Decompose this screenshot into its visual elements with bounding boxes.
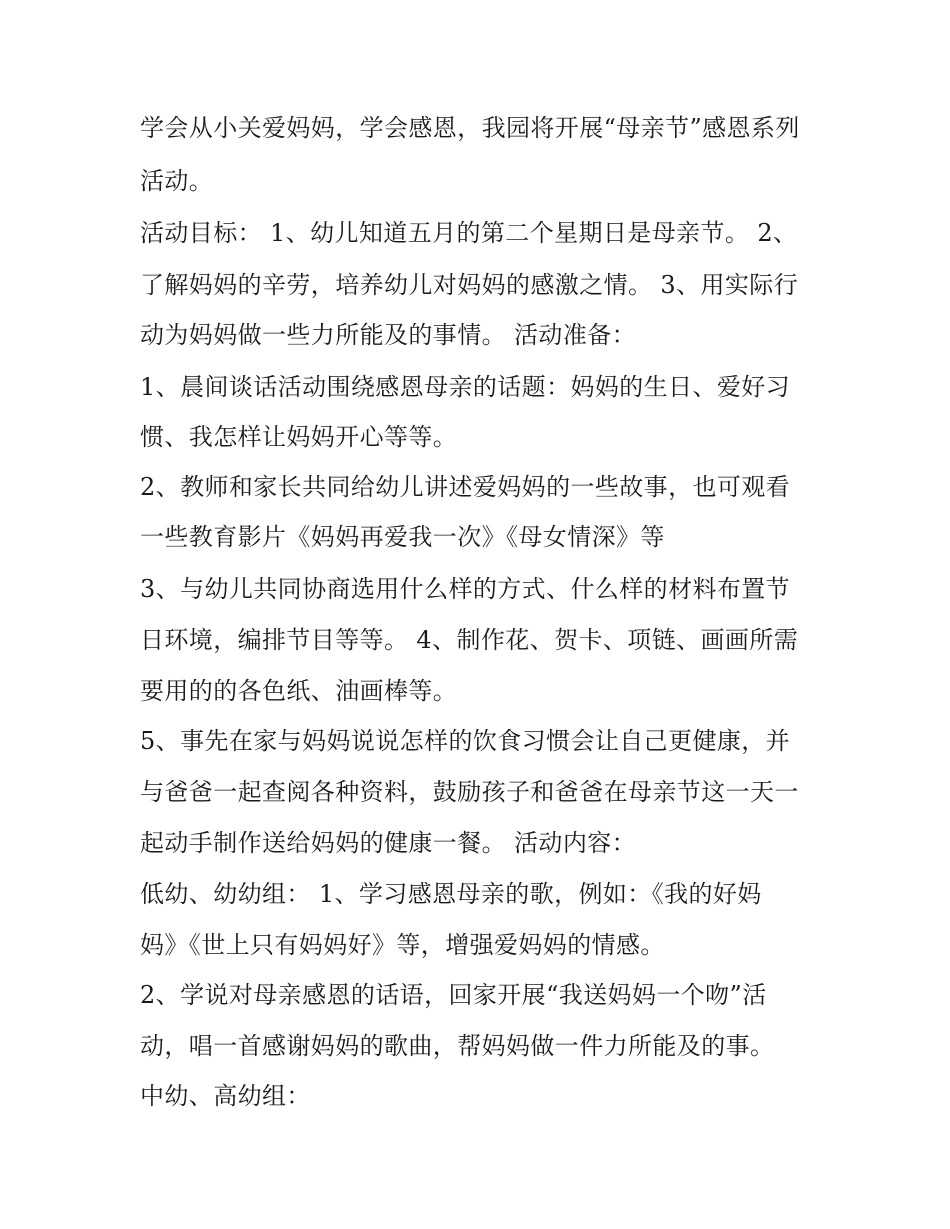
text-line: 低幼、幼幼组： 1、学习感恩母亲的歌，例如：《我的好妈 [140,880,762,908]
text-line: 中幼、高幼组： [140,1082,311,1110]
text-line: 活动。 [140,167,214,195]
text-line: 1、晨间谈话活动围绕感恩母亲的话题：妈妈的生日、爱好习 [140,373,791,401]
text-line: 一些教育影片《妈妈再爱我一次》《母女情深》等 [140,523,665,551]
text-line: 2、学说对母亲感恩的话语，回家开展“我送妈妈一个吻”活 [140,981,767,1009]
text-line: 动为妈妈做一些力所能及的事情。 活动准备： [140,321,637,349]
text-line: 要用的的各色纸、油画棒等。 [140,677,458,705]
text-line: 学会从小关爱妈妈，学会感恩，我园将开展“母亲节”感恩系列 [140,114,800,142]
text-line: 3、与幼儿共同协商选用什么样的方式、什么样的材料布置节 [140,575,791,603]
text-line: 与爸爸一起查阅各种资料，鼓励孩子和爸爸在母亲节这一天一 [140,778,799,806]
text-line: 妈》《世上只有妈妈好》等，增强爱妈妈的情感。 [140,931,665,959]
text-line: 日环境，编排节目等等。 4、制作花、贺卡、项链、画画所需 [140,626,799,654]
text-line: 了解妈妈的辛劳，培养幼儿对妈妈的感激之情。 3、用实际行 [140,271,799,299]
text-line: 起动手制作送给妈妈的健康一餐。 活动内容： [140,829,637,857]
text-line: 动，唱一首感谢妈妈的歌曲，帮妈妈做一件力所能及的事。 [140,1032,775,1060]
text-line: 5、事先在家与妈妈说说怎样的饮食习惯会让自己更健康，并 [140,727,791,755]
text-line: 惯、我怎样让妈妈开心等等。 [140,423,458,451]
text-line: 2、教师和家长共同给幼儿讲述爱妈妈的一些故事，也可观看 [140,473,791,501]
text-line: 活动目标： 1、幼儿知道五月的第二个星期日是母亲节。 2、 [140,219,798,247]
